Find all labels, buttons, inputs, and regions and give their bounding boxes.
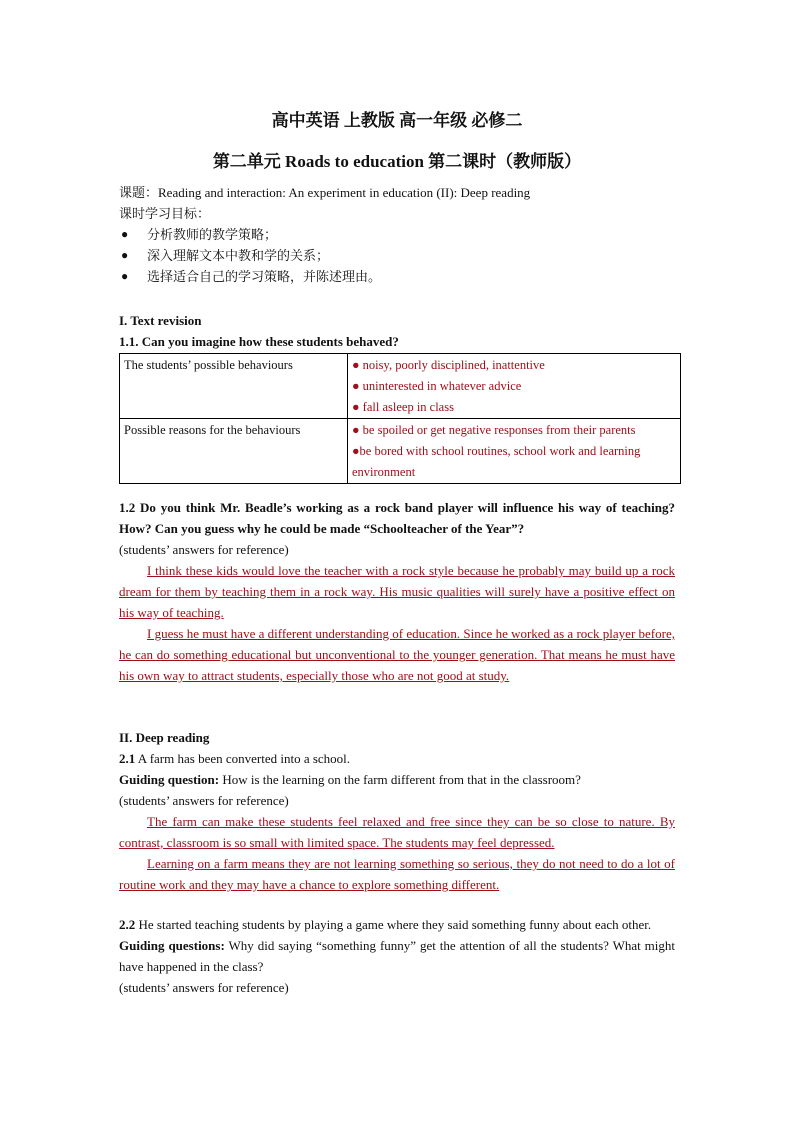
guiding-question — [119, 769, 675, 790]
section-heading: II. Deep reading — [119, 730, 210, 745]
behaviour-table — [119, 353, 681, 484]
list-item: ● be spoiled or get negative responses from their parents — [352, 423, 636, 437]
item-text: A farm has been converted into a school. — [135, 751, 351, 766]
lesson-topic — [119, 182, 675, 203]
table-cell-label: Possible reasons for the behaviours — [120, 419, 348, 484]
bullet-icon: ● — [121, 227, 129, 241]
topic-text: Reading and interaction: An experiment in education (II): Deep reading — [158, 185, 531, 200]
question-1-2: 1.2 Do you think Mr. Beadle’s working as a rock band player will influence his way of teaching? How? Can you guess why he could be made “Schoolteacher of the Year”? — [119, 500, 675, 536]
guiding-question-label: Guiding questions: — [119, 938, 225, 953]
item-text: He started teaching students by playing a game where they said something funny about each other. — [135, 917, 652, 932]
reference-note: (students’ answers for reference) — [119, 793, 289, 808]
reference-note: (students’ answers for reference) — [119, 542, 289, 557]
table-row — [120, 419, 681, 484]
answer-paragraph: I guess he must have a different understanding of education. Since he worked as a rock player before, he can do something educational but unconventional to the younger generation. That means he must have his own way to attract students, especially those who are not good at study. — [119, 626, 675, 683]
guiding-question-label: Guiding question: — [119, 772, 220, 787]
document-title: 高中英语 上教版 高一年级 必修二 — [271, 111, 523, 130]
guiding-question-text: How is the learning on the farm different from that in the classroom? — [219, 772, 581, 787]
section-deep-reading — [119, 727, 675, 895]
table-cell-label: The students’ possible behaviours — [120, 354, 348, 419]
objectives-label: 课时学习目标： — [119, 206, 211, 221]
bullet-icon: ● — [121, 248, 129, 262]
objectives-list — [119, 224, 675, 287]
table-cell-items — [348, 419, 681, 484]
guiding-question-text: Why did saying “something funny” get the attention of all the students? What might have happened in the class? — [119, 938, 676, 974]
item-2-1 — [119, 748, 675, 769]
list-item: ● fall asleep in class — [352, 400, 454, 414]
reference-note: (students’ answers for reference) — [119, 980, 289, 995]
list-item: ● uninterested in whatever advice — [352, 379, 522, 393]
topic-label: 课题： — [119, 185, 159, 200]
answer-paragraph: Learning on a farm means they are not learning something so serious, they do not need to do a lot of routine work and they may have a chance to explore something different. — [119, 856, 675, 892]
guiding-questions — [119, 935, 675, 977]
section-text-revision — [119, 310, 675, 484]
objective-item: ● 选择适合自己的学习策略，并陈述理由。 — [119, 266, 675, 287]
answer-paragraph: I think these kids would love the teacher with a rock style because he probably may build up a rock dream for them by teaching them in a rock way. His music qualities will surely have a positive effect on his way of teaching. — [119, 563, 675, 620]
table-row — [120, 354, 681, 419]
bullet-icon: ● — [121, 269, 129, 283]
question-1-1: 1.1. Can you imagine how these students behaved? — [119, 334, 399, 349]
table-cell-items — [348, 354, 681, 419]
item-2-2 — [119, 914, 675, 935]
item-2-2-block — [119, 914, 675, 998]
objective-item: ● 深入理解文本中教和学的关系； — [119, 245, 675, 266]
list-item: ● noisy, poorly disciplined, inattentive — [352, 358, 545, 372]
item-number: 2.2 — [119, 917, 136, 932]
document-subtitle: 第二单元 Roads to education 第二课时（教师版） — [212, 152, 582, 171]
question-1-2-block — [119, 497, 675, 686]
list-item: ●be bored with school routines, school work and learning environment — [352, 444, 641, 479]
item-number: 2.1 — [119, 751, 136, 766]
lesson-meta — [119, 182, 675, 287]
answer-paragraph: The farm can make these students feel relaxed and free since they can be so close to nature. By contrast, classroom is so small with limited space. The students may feel depressed. — [119, 814, 675, 850]
objective-item: ● 分析教师的教学策略； — [119, 224, 675, 245]
section-heading: I. Text revision — [119, 313, 202, 328]
